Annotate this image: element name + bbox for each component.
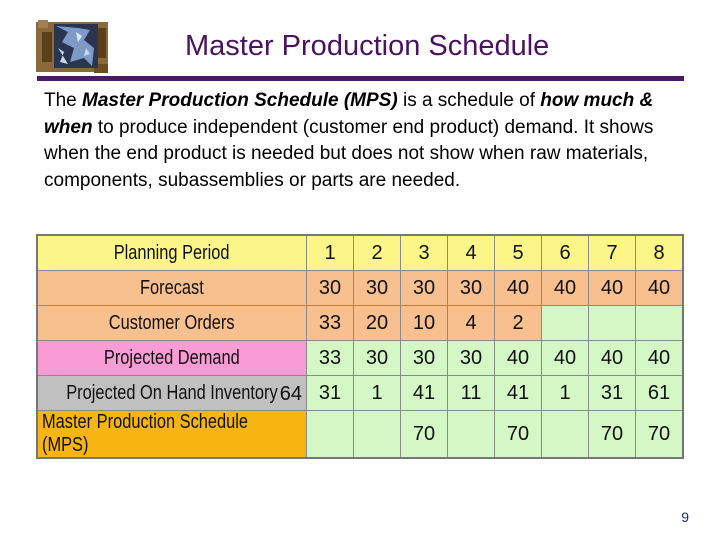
period-cell: 5 bbox=[495, 235, 542, 271]
forecast-cell: 30 bbox=[401, 271, 448, 306]
mps-row bbox=[37, 411, 683, 459]
mps-table bbox=[36, 234, 684, 459]
planning-period-row bbox=[37, 235, 683, 271]
inventory-cell: 31 bbox=[589, 376, 636, 411]
orders-cell bbox=[589, 306, 636, 341]
mps-cell: 70 bbox=[495, 411, 542, 459]
period-cell: 8 bbox=[636, 235, 684, 271]
inventory-cell: 31 bbox=[307, 376, 354, 411]
orders-cell: 20 bbox=[354, 306, 401, 341]
demand-cell: 40 bbox=[636, 341, 684, 376]
orders-cell bbox=[636, 306, 684, 341]
mps-cell bbox=[448, 411, 495, 459]
demand-cell: 30 bbox=[448, 341, 495, 376]
demand-cell: 40 bbox=[589, 341, 636, 376]
period-cell: 2 bbox=[354, 235, 401, 271]
orders-cell bbox=[542, 306, 589, 341]
customer-orders-label: Customer Orders bbox=[37, 306, 307, 341]
intro-text-1: The bbox=[44, 90, 83, 111]
demand-cell: 40 bbox=[542, 341, 589, 376]
inventory-cell: 1 bbox=[542, 376, 589, 411]
mps-cell: 70 bbox=[589, 411, 636, 459]
intro-paragraph bbox=[44, 88, 684, 194]
page-number: 9 bbox=[681, 509, 689, 525]
orders-cell: 4 bbox=[448, 306, 495, 341]
projected-inventory-row bbox=[37, 376, 683, 411]
period-cell: 4 bbox=[448, 235, 495, 271]
intro-text-3: to produce independent (customer end product) demand. It shows when the end product is needed but does not show when raw materials, components, subassemblies or parts are needed. bbox=[44, 116, 654, 191]
inventory-cell: 41 bbox=[495, 376, 542, 411]
projected-demand-label: Projected Demand bbox=[37, 341, 307, 376]
customer-orders-row bbox=[37, 306, 683, 341]
demand-cell: 30 bbox=[354, 341, 401, 376]
forecast-cell: 40 bbox=[589, 271, 636, 306]
mps-cell bbox=[354, 411, 401, 459]
mosaic-tile-logo-icon bbox=[34, 18, 110, 74]
forecast-label: Forecast bbox=[37, 271, 307, 306]
forecast-cell: 40 bbox=[636, 271, 684, 306]
intro-emphasis-how-much-when: how much & when bbox=[44, 90, 654, 138]
orders-cell: 33 bbox=[307, 306, 354, 341]
forecast-cell: 30 bbox=[448, 271, 495, 306]
intro-text-2: is a schedule of bbox=[397, 90, 541, 111]
demand-cell: 40 bbox=[495, 341, 542, 376]
projected-inventory-label: Projected On Hand Inventory 64 bbox=[37, 376, 307, 411]
forecast-cell: 30 bbox=[354, 271, 401, 306]
forecast-cell: 40 bbox=[542, 271, 589, 306]
period-cell: 7 bbox=[589, 235, 636, 271]
forecast-cell: 40 bbox=[495, 271, 542, 306]
inventory-cell: 41 bbox=[401, 376, 448, 411]
inventory-cell: 61 bbox=[636, 376, 684, 411]
initial-inventory-value: 64 bbox=[279, 383, 302, 405]
mps-cell: 70 bbox=[401, 411, 448, 459]
forecast-cell: 30 bbox=[307, 271, 354, 306]
forecast-row bbox=[37, 271, 683, 306]
mps-label: Master Production Schedule (MPS) bbox=[37, 411, 307, 459]
planning-period-label: Planning Period bbox=[37, 235, 307, 271]
period-cell: 3 bbox=[401, 235, 448, 271]
slide-title: Master Production Schedule bbox=[185, 30, 550, 62]
demand-cell: 30 bbox=[401, 341, 448, 376]
intro-emphasis-mps: Master Production Schedule (MPS) bbox=[82, 90, 398, 111]
inventory-cell: 11 bbox=[448, 376, 495, 411]
mps-cell: 70 bbox=[636, 411, 684, 459]
inventory-cell: 1 bbox=[354, 376, 401, 411]
demand-cell: 33 bbox=[307, 341, 354, 376]
orders-cell: 2 bbox=[495, 306, 542, 341]
period-cell: 6 bbox=[542, 235, 589, 271]
projected-demand-row bbox=[37, 341, 683, 376]
mps-cell bbox=[307, 411, 354, 459]
period-cell: 1 bbox=[307, 235, 354, 271]
mps-cell bbox=[542, 411, 589, 459]
title-divider bbox=[37, 76, 684, 81]
orders-cell: 10 bbox=[401, 306, 448, 341]
